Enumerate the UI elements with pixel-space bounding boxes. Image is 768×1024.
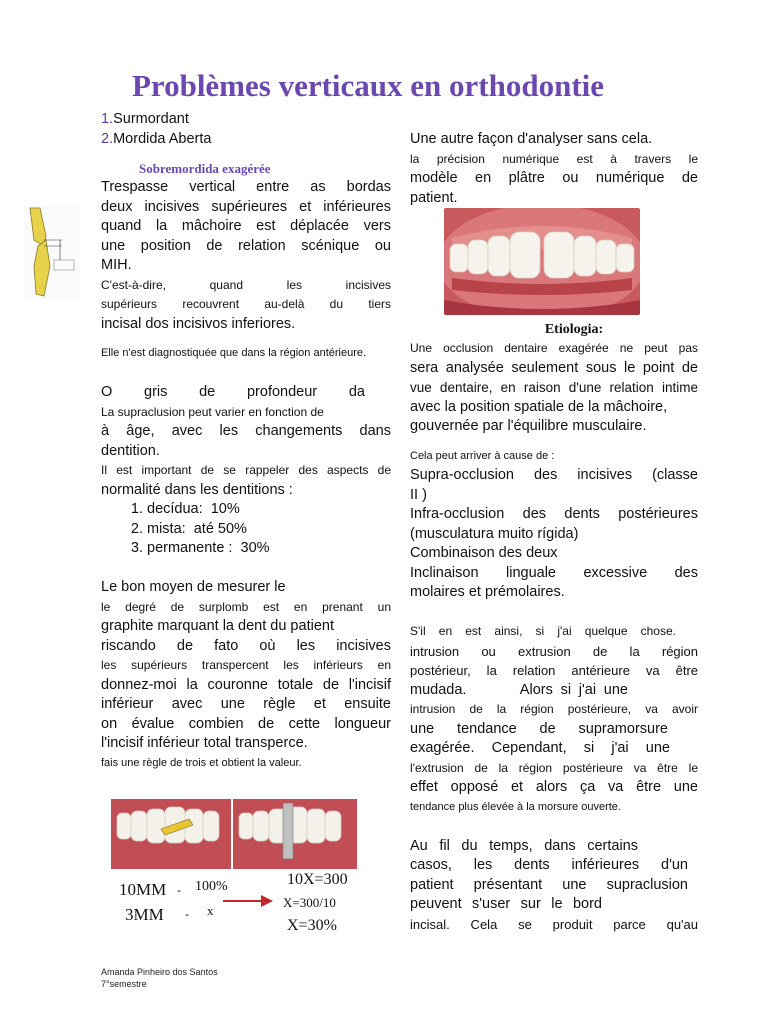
smile-photo <box>444 208 640 315</box>
footer <box>101 966 218 990</box>
paragraph-depth: O gris de profondeur da La supraclusion peut varier en fonction de à âge, avec les changements dans dentition. Il est important de se rappeler des aspects de normalité dans les dentitions : <box>101 384 391 498</box>
page-title: Problèmes verticaux en orthodontie <box>131 68 605 103</box>
paragraph-diagnosis: Elle n'est diagnostiquée que dans la région antérieure. <box>101 347 367 359</box>
calc-dash: - <box>185 907 189 921</box>
list-item: Supra-occlusion des incisives (classe <box>410 467 698 483</box>
section-heading-sobremordida: Sobremordida exagérée <box>139 161 271 176</box>
paragraph-etiology: Une occlusion dentaire exagérée ne peut pas sera analysée seulement sous le point de vue dentaire, en raison d'une relation intime avec la position spatiale de la mâchoire, gouvernée par l'équilibre musculaire. <box>410 341 698 434</box>
paragraph-analysis: Une autre façon d'analyser sans cela. la précision numérique est à travers le modèle en plâtre ou numérique de patient. <box>410 131 698 206</box>
intro-item-1: 1.Surmordant <box>101 111 189 127</box>
calc-b1: 100% <box>195 879 228 894</box>
list-item: Inclinaison linguale excessive des <box>410 564 698 581</box>
semester: 7°semestre <box>101 979 147 989</box>
dentition-list <box>101 500 391 559</box>
right-column-etiology <box>410 320 698 934</box>
list-item: Infra-occlusion des dents postérieures <box>410 506 698 522</box>
list-item: 2. mista: até 50% <box>147 520 391 540</box>
calc-b2: x <box>207 903 214 918</box>
overbite-tooth-diagram <box>24 206 80 300</box>
left-column <box>101 110 391 773</box>
calc-a2: 3MM <box>125 905 164 924</box>
paragraph-definition: Trespasse vertical entre as bordas deux incisives supérieures et inférieures quand la mâchoire est déplacée vers une position de relation scénique ou MIH. C'est-à-dire, quand les incisives supérieurs recouvrent au-delà du tiers incisal dos incisivos inferiores. <box>101 179 391 332</box>
paragraph-measure: Le bon moyen de mesurer le le degré de surplomb est en prenant un graphite marquant la dent du patient riscando de fato où les incisives les supérieurs transpercent les inférieurs en donnez-moi la couronne totale de l'incisif inférieur avec une règle et ensuite on évalue combien de cette longueur l'incisif inférieur total transperce. fais une règle de trois et obtient la valeur. <box>101 579 391 769</box>
list-item: (musculatura muito rígida) <box>410 525 579 542</box>
list-item: 1. decídua: 10% <box>147 500 391 520</box>
intro-item-2: 2.Mordida Aberta <box>101 130 212 147</box>
paragraph-intrusion: S'il en est ainsi, si j'ai quelque chose. intrusion ou extrusion de la région postérieur, la relation antérieure va être mudada. Alors si j'ai une intrusion de la région postérieure, va avoir une tendance de supramorsure exagérée. Cependant, si j'ai une l'extrusion de la région postérieure va être le effet opposé et alors ça va être une tendance plus élevée à la morsure ouverte. <box>410 624 698 813</box>
calc-r3: X=30% <box>287 917 337 933</box>
list-item: II ) <box>410 486 427 503</box>
causes-list <box>410 466 698 603</box>
list-item: 3. permanente : 30% <box>147 539 391 559</box>
measurement-figure <box>111 799 357 933</box>
author-name: Amanda Pinheiro dos Santos <box>101 967 218 977</box>
right-column <box>410 130 698 208</box>
section-heading-etiologia: Etiologia: <box>544 322 604 337</box>
calc-dash: - <box>177 883 181 897</box>
paragraph-wear: Au fil du temps, dans certains casos, les dents inférieures d'un patient présentant une supraclusion peuvent s'user sur le bord incisal. Cela se produit parce qu'au <box>410 837 698 932</box>
paragraph-causes-intro: Cela peut arriver à cause de : <box>410 449 555 462</box>
calc-r1: 10X=300 <box>287 871 348 888</box>
list-item: Combinaison des deux <box>410 545 558 561</box>
calc-r2: X=300/10 <box>283 895 336 910</box>
list-item: molaires et prémolaires. <box>410 584 565 600</box>
calc-a1: 10MM <box>119 880 167 899</box>
